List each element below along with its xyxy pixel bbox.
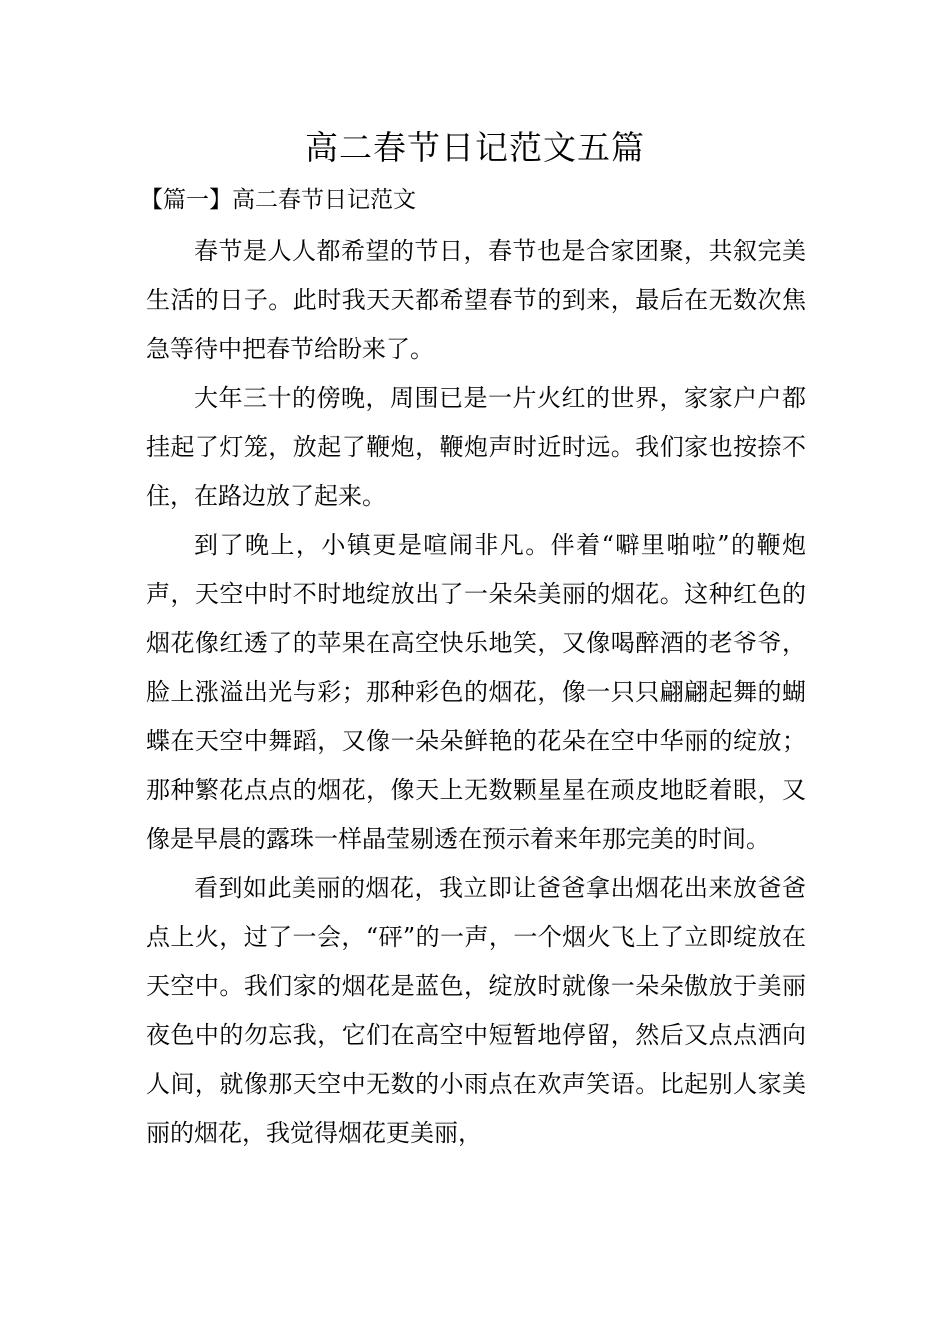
paragraph: 大年三十的傍晚，周围已是一片火红的世界，家家户户都挂起了灯笼，放起了鞭炮，鞭炮声时近时远。我们家也按捺不住，在路边放了起来。 (146, 384, 806, 510)
paragraph: 春节是人人都希望的节日，春节也是合家团聚，共叙完美生活的日子。此时我天天都希望春节的到来，最后在无数次焦急等待中把春节给盼来了。 (146, 237, 806, 363)
document-title: 高二春节日记范文五篇 (305, 128, 645, 167)
paragraph: 到了晚上，小镇更是喧闹非凡。伴着“噼里啪啦”的鞭炮声，天空中时不时地绽放出了一朵朵美丽的烟花。这种红色的烟花像红透了的苹果在高空快乐地笑，又像喝醉酒的老爷爷，脸上涨溢出光与彩；那种彩色的烟花，像一只只翩翩起舞的蝴蝶在天空中舞蹈，又像一朵朵鲜艳的花朵在空中华丽的绽放；那种繁花点点的烟花，像天上无数颗星星在顽皮地眨着眼，又像是早晨的露珠一样晶莹剔透在预示着来年那完美的时间。 (146, 531, 806, 853)
document-body (146, 227, 806, 1158)
paragraph: 看到如此美丽的烟花，我立即让爸爸拿出烟花出来放爸爸点上火，过了一会，“砰”的一声，一个烟火飞上了立即绽放在天空中。我们家的烟花是蓝色，绽放时就像一朵朵傲放于美丽夜色中的勿忘我，它们在高空中短暂地停留，然后又点点洒向人间，就像那天空中无数的小雨点在欢声笑语。比起别人家美丽的烟花，我觉得烟花更美丽， (146, 874, 806, 1147)
section-heading: 【篇一】高二春节日记范文 (140, 187, 416, 213)
